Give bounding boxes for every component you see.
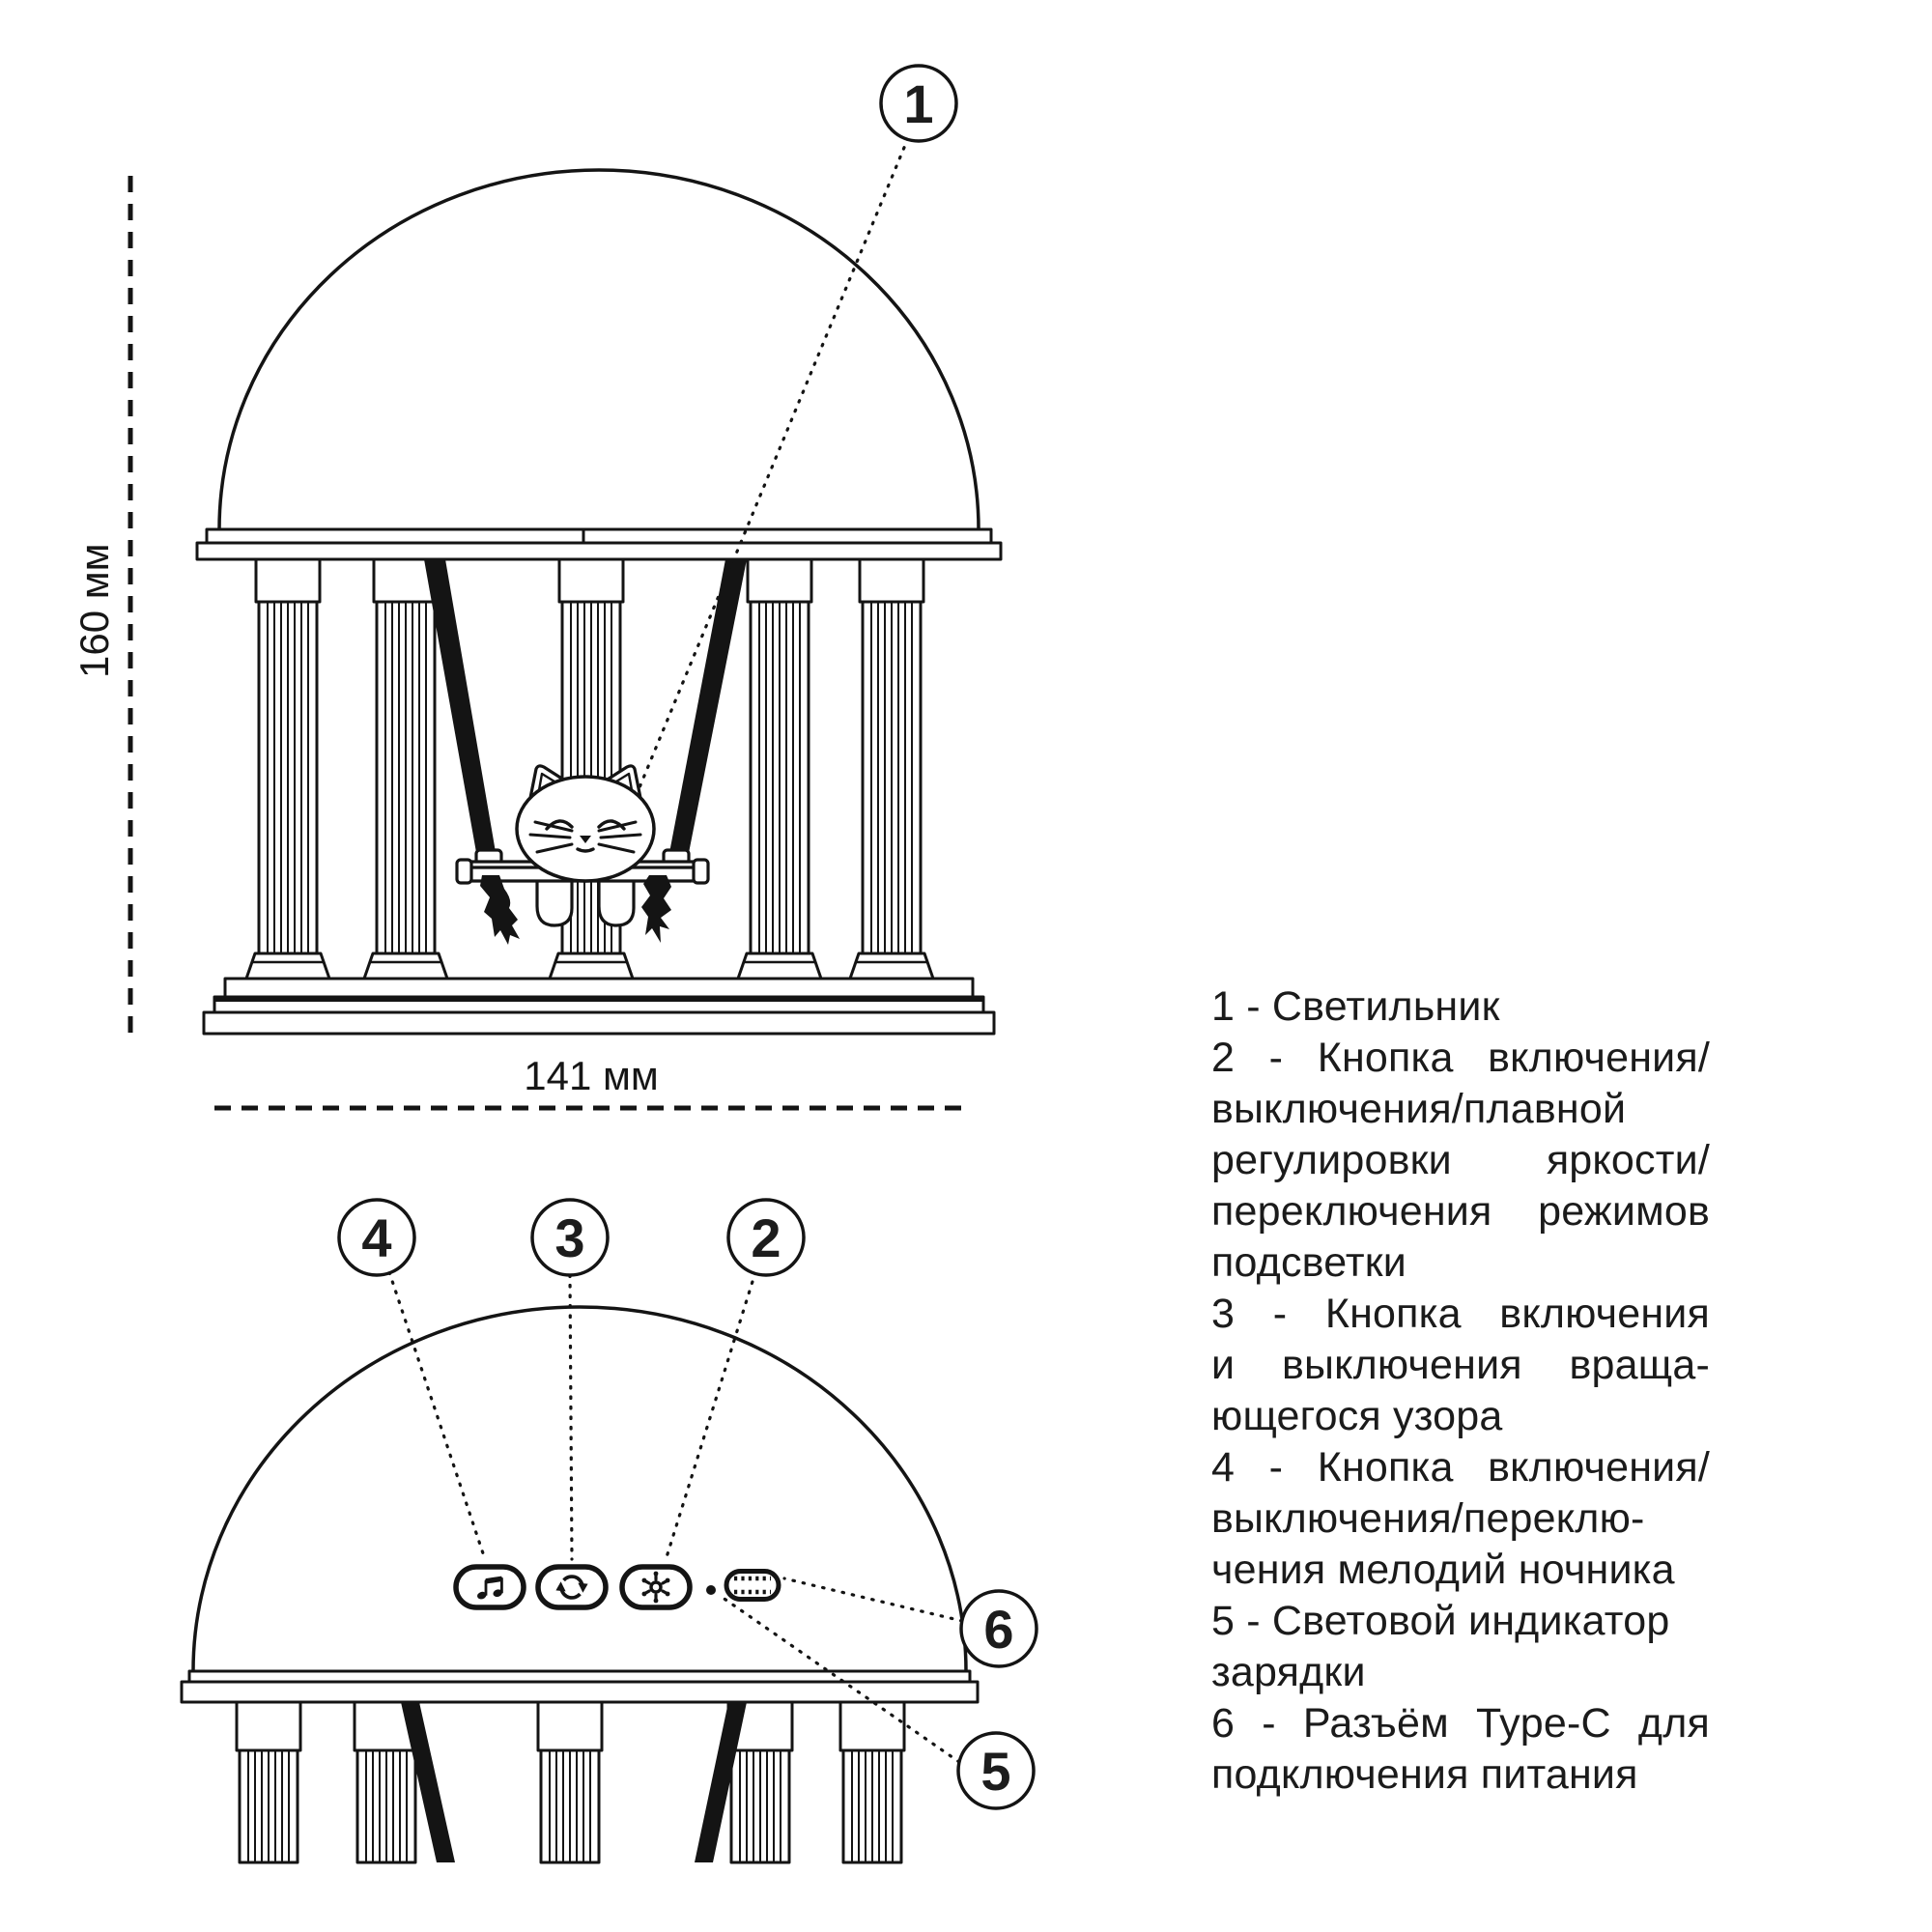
legend-line: и выключения враща- — [1211, 1342, 1710, 1388]
rear-band-upper — [189, 1671, 970, 1682]
legend-line: регулировки яркости/ — [1211, 1137, 1710, 1183]
callout-melody-button — [339, 1200, 414, 1275]
seat-cap-right — [694, 860, 708, 883]
legend-line: 6 - Разъём Type-C для — [1211, 1700, 1710, 1747]
column — [237, 1702, 300, 1862]
front-columns — [246, 559, 933, 979]
svg-text:1: 1 — [903, 73, 934, 134]
callout-type-c-port — [961, 1591, 1037, 1666]
legend-line: 3 - Кнопка включения — [1211, 1291, 1710, 1337]
front-view — [71, 170, 1001, 1108]
legend-line: 2 - Кнопка включения/ — [1211, 1035, 1710, 1081]
column — [364, 559, 447, 979]
svg-text:5: 5 — [980, 1741, 1011, 1802]
column — [246, 559, 329, 979]
column — [840, 1702, 904, 1862]
charging-led-dot — [706, 1585, 716, 1595]
svg-text:3: 3 — [554, 1208, 585, 1268]
width-dimension — [214, 1053, 968, 1108]
rope-right — [668, 559, 747, 858]
seat-cap-left — [457, 860, 471, 883]
legend-line: 4 - Кнопка включения/ — [1211, 1444, 1710, 1491]
column — [850, 559, 933, 979]
width-dimension-label: 141 мм — [524, 1053, 659, 1098]
svg-text:4: 4 — [361, 1208, 392, 1268]
rear-columns — [237, 1702, 904, 1862]
legend-line: выключения/переклю- — [1211, 1495, 1645, 1542]
cat-on-swing — [517, 766, 654, 881]
svg-text:6: 6 — [983, 1599, 1014, 1660]
callout-charge-indicator — [958, 1733, 1034, 1808]
legend-line: 1 - Светильник — [1211, 983, 1500, 1030]
height-dimension-label: 160 мм — [71, 543, 117, 678]
callout-rotation-button — [532, 1200, 608, 1275]
tassel-right — [641, 875, 671, 943]
legend — [1211, 981, 1710, 1801]
callout-lamp — [881, 66, 956, 141]
legend-line: подсветки — [1211, 1239, 1407, 1286]
legend-line: чения мелодий ночника — [1211, 1547, 1675, 1593]
platform-base — [204, 979, 994, 1034]
callout-brightness-button — [728, 1200, 804, 1275]
cat-mouth — [578, 849, 593, 851]
height-dimension — [71, 176, 130, 1038]
column — [538, 1702, 602, 1862]
svg-text:2: 2 — [751, 1208, 781, 1268]
dome-front — [219, 170, 979, 529]
tassel-left — [480, 875, 520, 945]
legend-line: 5 - Световой индикатор — [1211, 1598, 1670, 1644]
column — [738, 559, 821, 979]
entablature-lower — [197, 543, 1001, 559]
legend-line: выключения/плавной — [1211, 1086, 1627, 1132]
legend-line: ющегося узора — [1211, 1393, 1503, 1439]
dome-rear — [193, 1307, 966, 1671]
entablature-upper — [207, 529, 991, 543]
legend-line: переключения режимов — [1211, 1188, 1710, 1235]
legend-line: зарядки — [1211, 1649, 1366, 1695]
cat-head — [517, 777, 654, 881]
rear-view — [182, 1307, 978, 1862]
legend-line: подключения питания — [1211, 1751, 1638, 1798]
